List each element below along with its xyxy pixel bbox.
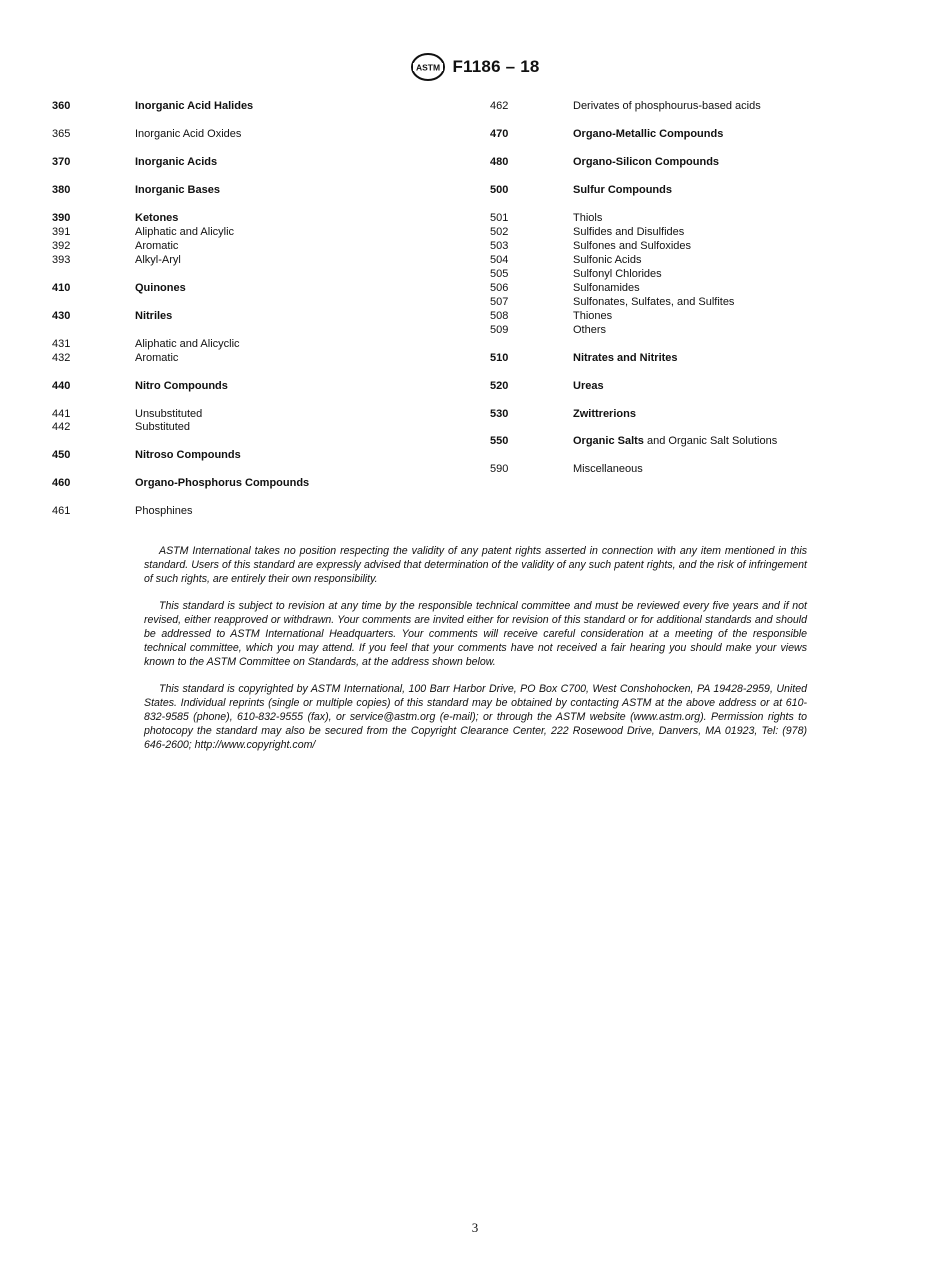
list-item: 470 Organo-Metallic Compounds	[490, 128, 724, 140]
list-item: 380 Inorganic Bases	[52, 184, 220, 196]
list-item: 440 Nitro Compounds	[52, 380, 228, 392]
list-item: 365 Inorganic Acid Oxides	[52, 128, 242, 140]
list-item: 360 Inorganic Acid Halides	[52, 100, 254, 112]
list-item: 500 Sulfur Compounds	[490, 184, 672, 196]
list-item: 462 Derivates of phosphourus-based acids	[490, 100, 761, 112]
list-item: 450 Nitroso Compounds	[52, 449, 241, 461]
list-item: 504 Sulfonic Acids	[490, 254, 642, 266]
list-item: 430 Nitriles	[52, 310, 173, 322]
list-item: 505 Sulfonyl Chlorides	[490, 268, 662, 280]
list-item: 431 Aliphatic and Alicyclic	[52, 338, 240, 350]
copyright-notice: This standard is copyrighted by ASTM International, 100 Barr Harbor Drive, PO Box C700, West Conshohocken, PA 19428-2959, United States. Individual reprints (single or multiple copies) of this standard may be obtained by contacting ASTM at the above address or at 610-832-9585 (phone), 610-832-9555 (fax), or service@astm.org (e-mail); or through the ASTM website (www.astm.org). Permission rights to photocopy the standard may also be secured from the Copyright Clearance Center, 222 Rosewood Drive, Danvers, MA 01923, Tel: (978) 646-2600; http://www.copyright.com/	[144, 683, 807, 751]
list-item: 510 Nitrates and Nitrites	[490, 352, 678, 364]
list-item: 506 Sulfonamides	[490, 282, 640, 294]
list-item: 590 Miscellaneous	[490, 463, 643, 475]
list-item: 432 Aromatic	[52, 352, 179, 364]
list-item: 530 Zwittrerions	[490, 408, 636, 420]
patent-notice: ASTM International takes no position respecting the validity of any patent rights asserted in connection with any item mentioned in this standard. Users of this standard are expressly advised that determination of the validity of any such patent rights, and the risk of infringement of such rights, are entirely their own responsibility.	[144, 545, 807, 585]
list-item: 503 Sulfones and Sulfoxides	[490, 240, 692, 252]
page-header	[0, 52, 950, 82]
list-item: 550 Organic Salts and Organic Salt Solutions	[490, 435, 778, 447]
list-item: 460 Organo-Phosphorus Compounds	[52, 477, 310, 489]
list-item: 390 Ketones	[52, 212, 179, 224]
list-item: 508 Thiones	[490, 310, 613, 322]
revision-notice: This standard is subject to revision at any time by the responsible technical committee and must be reviewed every five years and if not revised, either reapproved or withdrawn. Your comments are invited either for revision of this standard or for additional standards and should be addressed to ASTM International Headquarters. Your comments will receive careful consideration at a meeting of the responsible technical committee, which you may attend. If you feel that your comments have not received a fair hearing you should make your views known to the ASTM Committee on Standards, at the address shown below.	[144, 600, 807, 668]
list-item: 461 Phosphines	[52, 505, 193, 517]
list-item: 393 Alkyl-Aryl	[52, 254, 181, 266]
list-item: 392 Aromatic	[52, 240, 179, 252]
list-item: 480 Organo-Silicon Compounds	[490, 156, 720, 168]
astm-logo-icon	[410, 52, 446, 82]
page-number: 3	[471, 1220, 479, 1235]
list-item: 442 Substituted	[52, 421, 191, 433]
list-item: 509 Others	[490, 324, 607, 336]
list-item: 520 Ureas	[490, 380, 604, 392]
right-column	[490, 99, 910, 476]
legal-notices	[144, 545, 807, 766]
list-item: 370 Inorganic Acids	[52, 156, 218, 168]
list-item: 410 Quinones	[52, 282, 186, 294]
list-item: 441 Unsubstituted	[52, 408, 203, 420]
list-item: 502 Sulfides and Disulfides	[490, 226, 685, 238]
left-column	[52, 99, 472, 518]
svg-text:ASTM: ASTM	[416, 62, 441, 73]
list-item: 501 Thiols	[490, 212, 603, 224]
list-item: 507 Sulfonates, Sulfates, and Sulfites	[490, 296, 735, 308]
list-item: 391 Aliphatic and Alicylic	[52, 226, 235, 238]
document-designation: F1186 – 18	[452, 57, 540, 76]
